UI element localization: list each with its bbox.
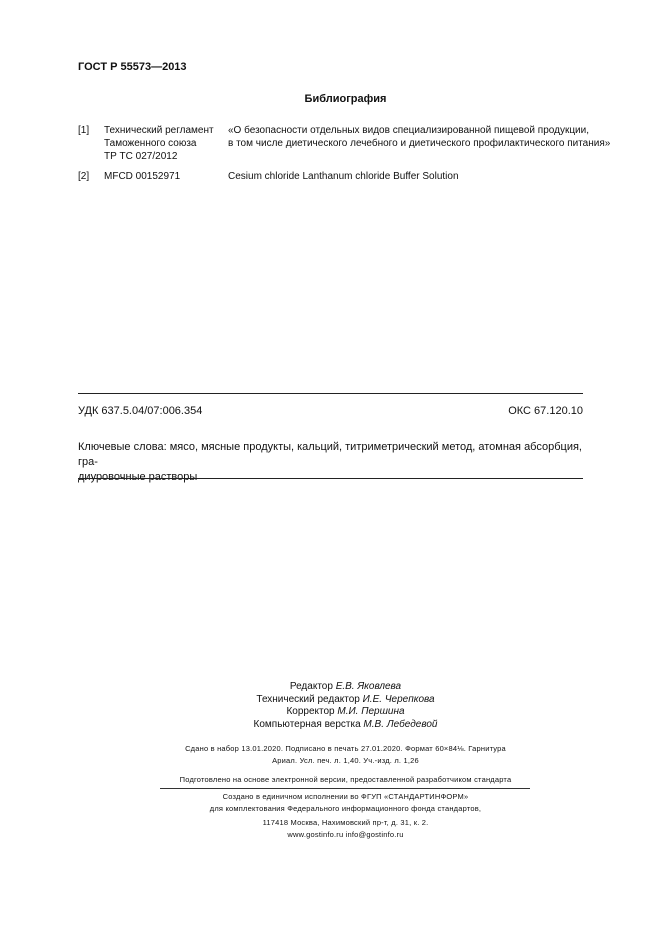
bib-entry-description [228,124,610,150]
imprint-created-2: для комплектования Федерального информационного фонда стандартов, [209,804,482,813]
keywords-line: Ключевые слова: мясо, мясные продукты, кальций, титриметрический метод, атомная абсорбция, гра- [78,441,582,468]
bib-source-line: Таможенного союза [104,138,197,149]
bib-desc-line: Cesium chloride Lanthanum chloride Buffer Solution [228,171,459,182]
credit-layout: Компьютерная верстка М.В. Лебедевой [253,718,438,730]
oks-code: ОКС 67.120.10 [508,405,583,417]
credit-tech-editor: Технический редактор И.Е. Черепкова [256,693,435,705]
imprint-line-1: Сдано в набор 13.01.2020. Подписано в печать 27.01.2020. Формат 60×84⅛. Гарнитура [185,744,506,753]
bib-entry-source [104,170,180,183]
imprint-contacts: www.gostinfo.ru info@gostinfo.ru [287,830,404,839]
bibliography-title: Библиография [304,93,387,105]
imprint-prepared: Подготовлено на основе электронной версии, предоставленной разработчиком стандарта [179,775,512,784]
keywords-line: диуровочные растворы [78,471,198,483]
bib-entry-source [104,124,214,163]
imprint-line-2: Ариал. Усл. печ. л. 1,40. Уч.-изд. л. 1,26 [272,756,419,765]
separator-rule [78,393,583,394]
bib-entry-description [228,170,459,183]
bib-desc-line: «О безопасности отдельных видов специализированной пищевой продукции, [228,125,589,136]
credit-editor: Редактор Е.В. Яковлева [289,681,402,692]
credit-proofreader: Корректор М.И. Першина [286,706,405,717]
imprint-rule [160,788,530,789]
separator-rule [78,478,583,479]
bib-source-line: MFCD 00152971 [104,171,181,182]
bib-source-line: ТР ТС 027/2012 [104,151,178,162]
imprint-created-1: Создано в единичном исполнении во ФГУП «СТАНДАРТИНФОРМ» [222,792,469,801]
bib-entry-number: [1] [78,125,90,136]
bib-entry-number: [2] [78,171,90,182]
udk-code: УДК 637.5.04/07:006.354 [78,405,203,417]
document-id: ГОСТ Р 55573—2013 [78,61,187,73]
imprint-address: 117418 Москва, Нахимовский пр-т, д. 31, к. 2. [262,818,429,827]
credits-block [0,681,661,731]
bib-source-line: Технический регламент [104,125,214,136]
bib-desc-line: в том числе диетического лечебного и диетического профилактического питания» [228,138,611,149]
